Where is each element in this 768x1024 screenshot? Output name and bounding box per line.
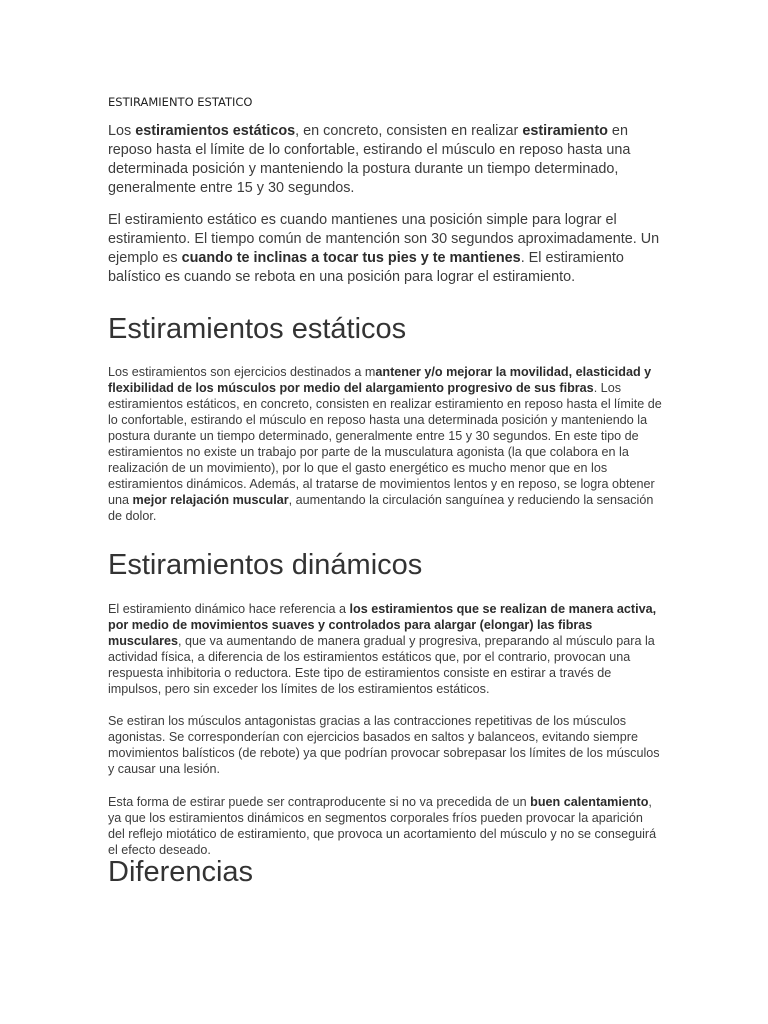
text-run: . El estiramiento balístico es cuando se rebota en una posición para lograr el estiramiento. [108,250,624,285]
text-run: , aumentando la circulación sanguínea y reduciendo la sensación de dolor. [108,493,654,523]
section-dinamicos-paragraph-1 [108,601,663,697]
bold-run: estiramiento [522,123,608,139]
intro-paragraph-1 [108,122,663,198]
section-dinamicos-paragraph-3 [108,794,663,858]
section-title-diferencias: Diferencias [108,856,254,888]
text-run: Los estiramientos son ejercicios destinados a m [108,365,376,379]
text-run: en reposo hasta el límite de lo confortable, estirando el músculo en reposo hasta una determinada posición y manteniendo la postura durante un tiempo determinado, generalmente entre 15 y 30 segundos. [108,123,631,196]
bold-run: cuando te inclinas a tocar tus pies y te mantienes [181,250,521,266]
top-heading: ESTIRAMIENTO ESTATICO [108,95,253,109]
bold-run: buen calentamiento [530,795,649,809]
bold-run: estiramientos estáticos [135,123,296,139]
text-run: El estiramiento dinámico hace referencia a [108,602,350,616]
section-dinamicos-paragraph-2 [108,713,663,777]
text-run: Los [108,123,136,139]
intro-paragraph-2 [108,211,663,287]
text-run: , en concreto, consisten en realizar [295,123,523,139]
section-estaticos-paragraph-1 [108,364,663,524]
bold-run: los estiramientos que se realizan de manera activa, por medio de movimientos suaves y controlados para alargar (elongar) las fibras musculares [108,602,657,648]
bold-run: antener y/o mejorar la movilidad, elasticidad y flexibilidad de los músculos por medio del alargamiento progresivo de sus fibras [108,365,652,395]
text-run: , ya que los estiramientos dinámicos en segmentos corporales fríos pueden provocar la aparición del reflejo miotático de estiramiento, que provoca un acortamiento del músculo y no se conseguirá el efecto deseado. [108,795,657,857]
text-run: Se estiran los músculos antagonistas gracias a las contracciones repetitivas de los músculos agonistas. Se corresponderían con ejercicios basados en saltos y balanceos, evitando siempre movimientos balísticos (de rebote) ya que podrían provocar sobrepasar los límites de los músculos y causar una lesión. [108,714,660,776]
section-title-estaticos: Estiramientos estáticos [108,313,407,345]
section-title-dinamicos: Estiramientos dinámicos [108,549,423,581]
text-run: , que va aumentando de manera gradual y progresiva, preparando al músculo para la actividad física, a diferencia de los estiramientos estáticos que, por el contrario, provocan una respuesta inhibitoria o reductora. Este tipo de estiramientos consiste en estirar a través de impulsos, pero sin exceder los límites de los estiramientos estáticos. [108,634,655,696]
text-run: . Los estiramientos estáticos, en concreto, consisten en realizar estiramiento en reposo hasta el límite de lo confortable, estirando el músculo en reposo hasta una determinada posición y manteniendo la postura durante un tiempo determinado, generalmente entre 15 y 30 segundos. En este tipo de estiramientos no existe un trabajo por parte de la musculatura agonista (la que colabora en la realización de un movimiento), por lo que el gasto energético es mucho menor que en los estiramientos dinámicos. Además, al tratarse de movimientos lentos y en reposo, se logra obtener una [108,381,662,507]
text-run: Esta forma de estirar puede ser contraproducente si no va precedida de un [108,795,531,809]
bold-run: mejor relajación muscular [132,493,289,507]
text-run: El estiramiento estático es cuando mantienes una posición simple para lograr el estiramiento. El tiempo común de mantención son 30 segundos aproximadamente. Un ejemplo es [108,212,660,266]
